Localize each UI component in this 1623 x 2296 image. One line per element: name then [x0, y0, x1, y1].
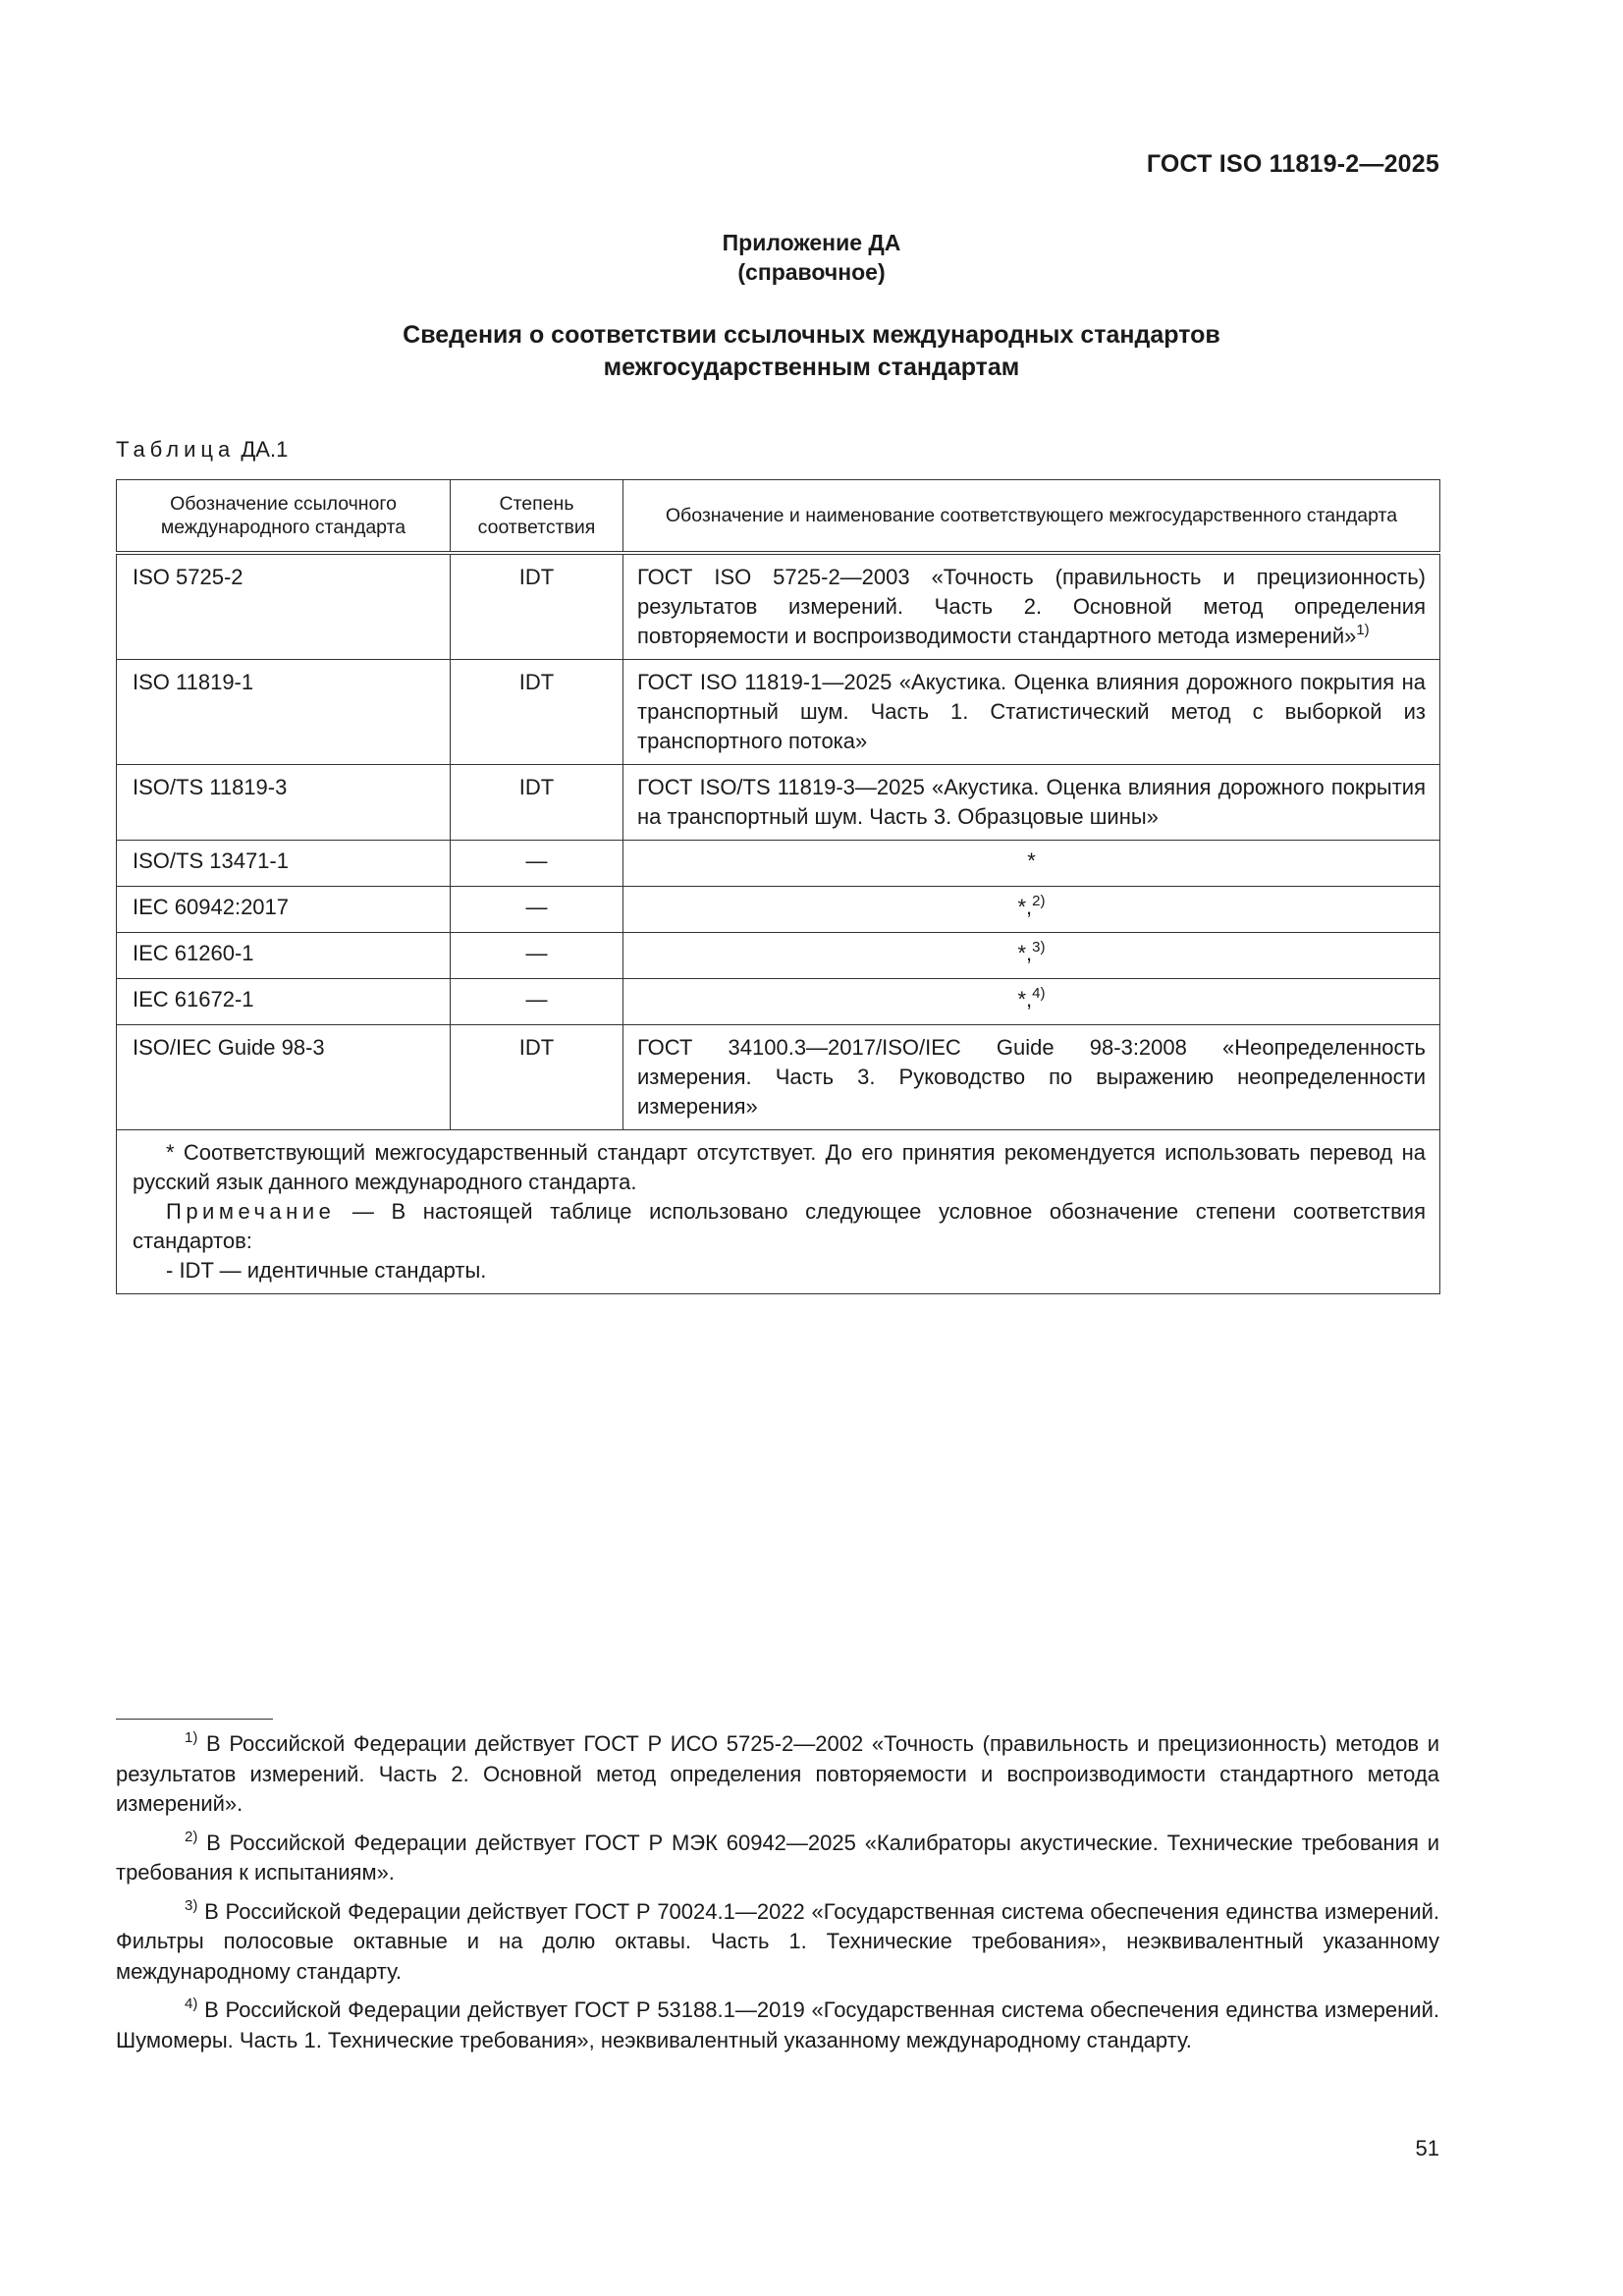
header-gost: Обозначение и наименование соответствующего межгосударственного стандарта	[623, 480, 1440, 554]
table-header-row	[117, 480, 1440, 554]
footnotes	[116, 1729, 1439, 2064]
table-row	[117, 841, 1440, 887]
cell-degree: IDT	[451, 765, 623, 841]
cell-gost: *	[623, 841, 1440, 887]
idt-legend: - IDT — идентичные стандарты.	[166, 1258, 487, 1283]
cell-ref: ISO 11819-1	[117, 660, 451, 765]
table-note	[133, 1197, 1426, 1256]
cell-degree: IDT	[451, 1025, 623, 1130]
annex-subject-title	[0, 319, 1623, 384]
cell-gost: ГОСТ 34100.3—2017/ISO/IEC Guide 98-3:2008 «Неопределенность измерения. Часть 3. Руководство по выражению неопределенности измерения»	[623, 1025, 1440, 1130]
table-row	[117, 553, 1440, 660]
annex-kind: (справочное)	[737, 259, 886, 285]
cell-ref: IEC 61672-1	[117, 979, 451, 1025]
cell-degree: —	[451, 933, 623, 979]
footnote	[116, 1995, 1439, 2055]
gost-text: ГОСТ ISO 5725-2—2003 «Точность (правильность и прецизионность) результатов измерений. Часть 2. Основной метод определения повторяемости и воспроизводимости стандартного метода измерений»	[637, 565, 1426, 648]
footnote-mark: 4)	[185, 1995, 198, 2012]
cell-ref: ISO/TS 11819-3	[117, 765, 451, 841]
cell-degree: IDT	[451, 553, 623, 660]
footnote-text: В Российской Федерации действует ГОСТ Р ИСО 5725-2—2002 «Точность (правильность и прецизионность) методов и результатов измерений. Часть 2. Основной метод определения повторяемости и воспроизводимости стандартного метода измерений».	[116, 1731, 1439, 1816]
footnote-mark: 2)	[185, 1828, 198, 1845]
cell-ref: ISO/IEC Guide 98-3	[117, 1025, 451, 1130]
footnote-text: В Российской Федерации действует ГОСТ Р 53188.1—2019 «Государственная система обеспечения единства измерений. Шумомеры. Часть 1. Технические требования», неэквивалентный указанному международному стандарту.	[116, 1997, 1439, 2052]
footnote-mark: 3)	[185, 1896, 198, 1914]
cell-degree: —	[451, 887, 623, 933]
table-notes	[117, 1130, 1440, 1294]
gost-text: *,	[1017, 895, 1033, 919]
footnote	[116, 1729, 1439, 1820]
table-row	[117, 979, 1440, 1025]
table-row	[117, 933, 1440, 979]
cell-gost	[623, 979, 1440, 1025]
cell-degree: —	[451, 979, 623, 1025]
cell-ref: ISO 5725-2	[117, 553, 451, 660]
footnote-ref: 1)	[1356, 622, 1370, 638]
table-row	[117, 887, 1440, 933]
header-ref-standard: Обозначение ссылочного международного стандарта	[117, 480, 451, 554]
cell-gost: ГОСТ ISO 11819-1—2025 «Акустика. Оценка влияния дорожного покрытия на транспортный шум. Часть 1. Статистический метод с выборкой из транспортного потока»	[623, 660, 1440, 765]
footnote-text: В Российской Федерации действует ГОСТ Р 70024.1—2022 «Государственная система обеспечения единства измерений. Фильтры полосовые октавные и на долю октавы. Часть 1. Технические требования», неэквивалентный указанному международному стандарту.	[116, 1898, 1439, 1984]
annex-heading	[0, 228, 1623, 287]
footnote-ref: 3)	[1032, 939, 1046, 956]
header-degree: Степень соответствия	[451, 480, 623, 554]
footnote-ref: 4)	[1032, 985, 1046, 1002]
cell-ref: ISO/TS 13471-1	[117, 841, 451, 887]
table-footer-row	[117, 1130, 1440, 1294]
table-row	[117, 765, 1440, 841]
cell-ref: IEC 60942:2017	[117, 887, 451, 933]
cell-gost	[623, 553, 1440, 660]
footnote	[116, 1829, 1439, 1888]
table-row	[117, 1025, 1440, 1130]
cell-degree: IDT	[451, 660, 623, 765]
cell-gost	[623, 933, 1440, 979]
table-label-word: Таблица	[116, 437, 236, 462]
note-word: Примечание	[166, 1199, 336, 1224]
table-row	[117, 660, 1440, 765]
cell-gost: ГОСТ ISO/TS 11819-3—2025 «Акустика. Оценка влияния дорожного покрытия на транспортный шум. Часть 3. Образцовые шины»	[623, 765, 1440, 841]
gost-text: *,	[1017, 941, 1033, 965]
footnote-text: В Российской Федерации действует ГОСТ Р МЭК 60942—2025 «Калибраторы акустические. Технические требования и требования к испытаниям».	[116, 1830, 1439, 1885]
cell-gost	[623, 887, 1440, 933]
footnote	[116, 1897, 1439, 1988]
correspondence-table	[116, 479, 1440, 1294]
footnote-separator	[116, 1719, 273, 1720]
annex-title: Приложение ДА	[722, 230, 901, 255]
title-line-1: Сведения о соответствии ссылочных международных стандартов	[403, 321, 1220, 349]
document-code: ГОСТ ISO 11819-2—2025	[1146, 150, 1439, 178]
page-number: 51	[1415, 2136, 1439, 2160]
gost-text: *,	[1017, 987, 1033, 1011]
table-label-number: ДА.1	[241, 437, 289, 462]
table-label	[116, 437, 288, 463]
footnote-mark: 1)	[185, 1729, 198, 1746]
footnote-ref: 2)	[1032, 893, 1046, 909]
cell-ref: IEC 61260-1	[117, 933, 451, 979]
title-line-2: межгосударственным стандартам	[603, 354, 1020, 381]
cell-degree: —	[451, 841, 623, 887]
note-text: — В настоящей таблице использовано следующее условное обозначение степени соответствия стандартов:	[133, 1199, 1426, 1253]
star-note: * Соответствующий межгосударственный стандарт отсутствует. До его принятия рекомендуется использовать перевод на русский язык данного международного стандарта.	[133, 1140, 1426, 1194]
